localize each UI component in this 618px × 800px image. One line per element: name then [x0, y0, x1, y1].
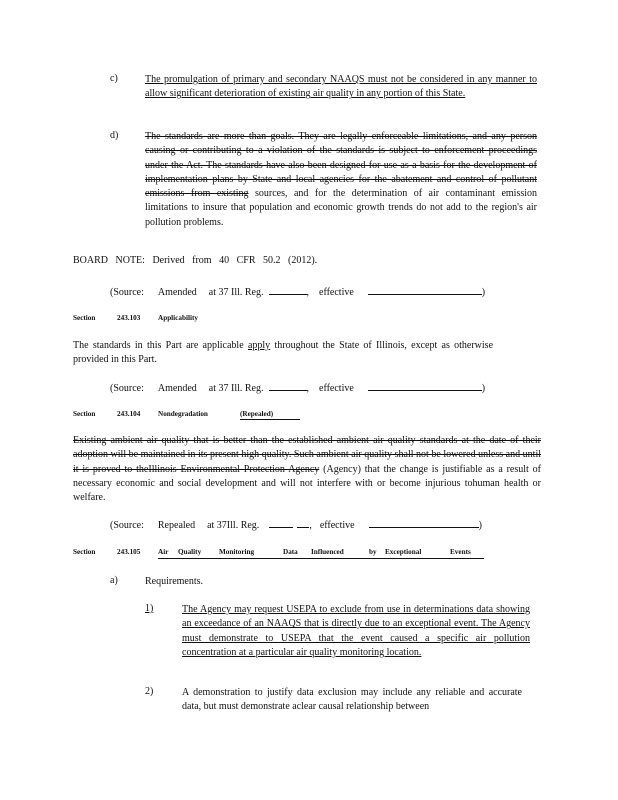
reg-blank	[269, 284, 307, 295]
section-105-word: Events	[450, 548, 471, 556]
source-reg: at 37 Ill. Reg.	[208, 383, 264, 394]
section-105-word: Data	[283, 548, 298, 556]
section-105-title	[158, 547, 484, 559]
nondegradation-paragraph	[73, 434, 541, 505]
section-104-label: Section	[73, 410, 96, 418]
section-105-word: Exceptional	[385, 548, 422, 556]
board-note: BOARD NOTE: Derived from 40 CFR 50.2 (2012).	[73, 255, 318, 266]
item-d-text: sources, and for the determination of air contaminant emission limitations to insure that population and economic growth trends do not add to the region's air pollution problems.	[145, 188, 538, 228]
section-104-status: (Repealed)	[240, 409, 300, 420]
section-105-word: Air	[158, 548, 169, 556]
section-103-title: Applicability	[158, 314, 198, 322]
nondegradation-struck-text: Existing ambient air quality that is better than the established ambient air quality standards at the date of their adoption will be maintained in its present high quality. Such ambient air quality shall not be lowered unless and until it is proved to the	[73, 435, 541, 475]
source-prefix: (Source:	[110, 383, 144, 394]
source-effective: effective	[319, 383, 354, 394]
source-effective: effective	[319, 520, 355, 531]
source-note-2: (Source: Amended at 37 Ill. Reg. , effective )	[110, 380, 485, 396]
section-104-number: 243.104	[117, 410, 141, 418]
source-action: Amended	[157, 287, 197, 298]
reg-blank	[269, 517, 293, 528]
section-105-word: Monitoring	[219, 548, 255, 556]
source-reg: at 37 Ill. Reg.	[208, 287, 264, 298]
section-104-title: Nondegradation	[158, 410, 208, 418]
item-a-label: a)	[110, 575, 118, 586]
item-d-struck-text: The standards are more than goals. They are legally enforceable limitations, and any person causing or contributing to a violation of the standards is subject to enforcement proceedings under the Act. The standards have also been designed for use as a basis for the development of implementation plans by State and local agencies for the abatement and control of pollutant emissions from existing	[145, 131, 537, 200]
item-a-text: Requirements.	[145, 576, 204, 587]
nondegradation-text: (Agency) that the change is justifiable as a result of necessary economic and social development and will not interfere with or become injurious tohuman health or welfare.	[73, 463, 541, 504]
applicability-paragraph	[73, 339, 493, 368]
section-103-label: Section	[73, 314, 96, 322]
source-note-1: (Source: Amended at 37 Ill. Reg. , effective )	[110, 284, 485, 300]
item-c-text: The promulgation of primary and secondary NAAQS must not be considered in any manner to allow significant deterioration of existing air quality in any portion of this State.	[145, 74, 537, 100]
applicability-inserted-word: apply	[247, 340, 271, 351]
item-d-paragraph	[145, 130, 537, 230]
source-action: Amended	[157, 383, 197, 394]
item-d-label: d)	[110, 130, 119, 141]
section-105-word: Quality	[178, 548, 202, 556]
source-close: )	[478, 520, 482, 531]
section-105-word: by	[369, 548, 377, 556]
effective-blank	[368, 284, 482, 295]
source-prefix: (Source:	[110, 287, 144, 298]
reg-blank	[269, 380, 307, 391]
item-2-text: A demonstration to justify data exclusion may include any reliable and accurate data, but must demonstrate aclear causal relationship between	[182, 687, 522, 713]
source-close: )	[481, 287, 486, 298]
item-c-label: c)	[110, 73, 118, 84]
source-prefix: (Source:	[110, 520, 144, 531]
nondegradation-agency-name: Illinois Environmental Protection Agency	[148, 463, 320, 475]
section-103-number: 243.103	[117, 314, 141, 322]
item-1-label: 1)	[145, 603, 154, 614]
section-105-word: Influenced	[311, 548, 344, 556]
effective-blank	[369, 517, 479, 528]
applicability-text-before: The standards in this Part are applicable	[73, 340, 244, 351]
section-105-label: Section	[73, 548, 96, 556]
source-note-3: (Source: Repealed at 37Ill. Reg. , effective )	[110, 517, 482, 533]
section-105-number: 243.105	[117, 548, 141, 556]
source-action: Repealed	[157, 520, 196, 531]
item-1-text: The Agency may request USEPA to exclude from use in determinations data showing an exceedance of an NAAQS that is directly due to an exceptional event. The Agency must demonstrate to USEPA that the event caused a specific air pollution concentration at a particular air quality monitoring location.	[182, 604, 530, 658]
applicability-text-after: throughout the State of Illinois, except as otherwise provided in this Part.	[73, 340, 494, 366]
source-close: )	[481, 383, 486, 394]
item-2-label: 2)	[145, 686, 154, 697]
source-effective: effective	[319, 287, 354, 298]
effective-blank	[368, 380, 482, 391]
source-reg: at 37Ill. Reg.	[207, 520, 260, 531]
reg-blank-2	[297, 517, 309, 528]
